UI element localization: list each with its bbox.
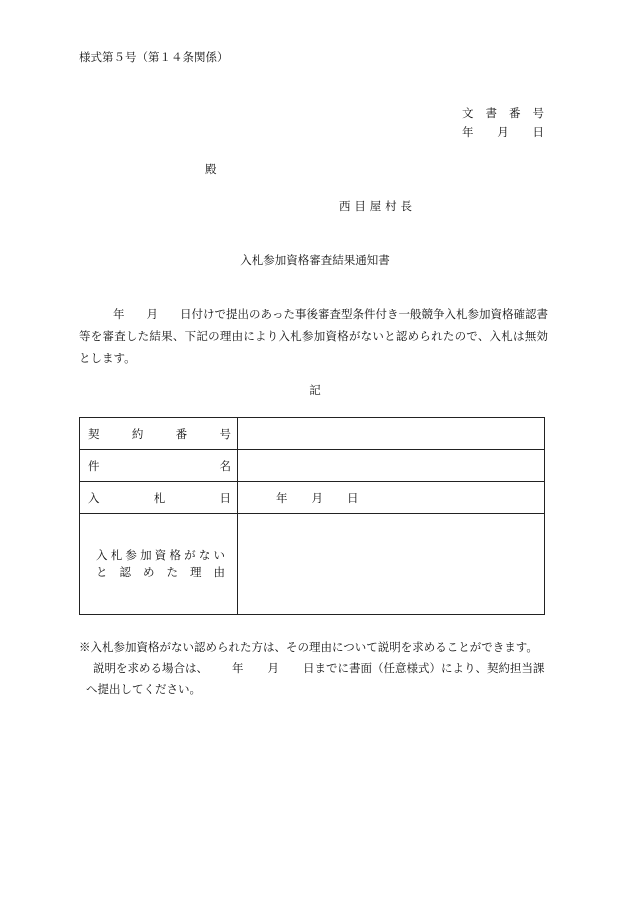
explanation-note: ※入札参加資格がない認められた方は、その理由について説明を求めることができます。 説明を求める場合は、 年 月 日までに書面（任意様式）により、契約担当課 へ提出してください。 <box>79 640 545 696</box>
ki-heading: 記 <box>309 383 321 397</box>
notice-body: 年 月 日付けで提出のあった事後審査型条件付き一般競争入札参加資格確認書等を審査した結果、下記の理由により入札参加資格がないと認められたので、入札は無効とします。 <box>79 307 549 365</box>
subject-label: 件 名 <box>80 450 238 482</box>
document-title: 入札参加資格審査結果通知書 <box>240 253 390 267</box>
table-row <box>80 482 545 514</box>
reason-value <box>238 514 545 615</box>
contract-number-label: 契 約 番 号 <box>80 418 238 450</box>
document-number-label: 文 書 番 号 <box>462 106 544 120</box>
subject-value <box>238 450 545 482</box>
form-number: 様式第５号（第１４条関係） <box>79 50 229 64</box>
bid-date-label: 入 札 日 <box>80 482 238 514</box>
table-row <box>80 450 545 482</box>
reason-label: 入 札 参 加 資 格 が な い と 認 め た 理 由 <box>80 514 238 615</box>
addressee-honorific: 殿 <box>205 162 217 176</box>
issue-date-label: 年 月 日 <box>462 125 544 139</box>
sender-name: 西 目 屋 村 長 <box>339 199 412 213</box>
bid-date-value: 年 月 日 <box>238 482 545 514</box>
contract-number-value <box>238 418 545 450</box>
table-row <box>80 514 545 615</box>
result-table <box>79 417 545 615</box>
table-row <box>80 418 545 450</box>
